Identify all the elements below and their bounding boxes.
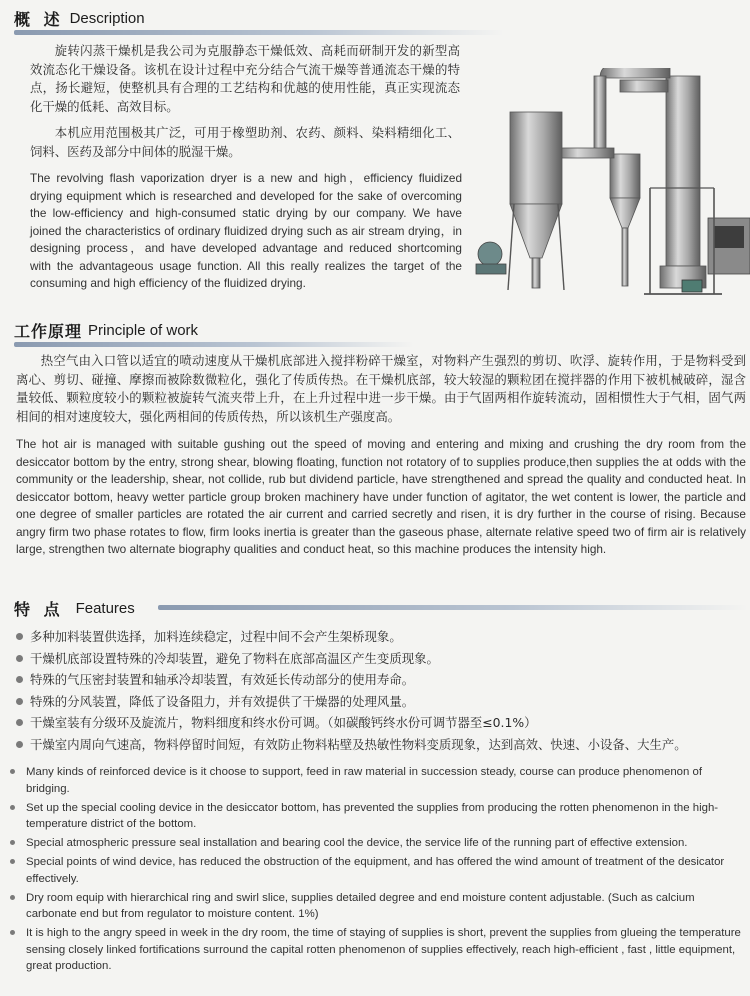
bullet-icon <box>16 741 23 748</box>
bullet-icon <box>10 930 15 935</box>
features-heading <box>14 596 135 620</box>
principle-title-en: Principle of work <box>88 321 199 339</box>
bullet-icon <box>10 895 15 900</box>
feature-zh-item: 特殊的分风装置，降低了设备阻力，并有效提供了干燥器的处理风量。 <box>14 691 746 713</box>
feature-zh-item: 干燥室内周向气速高，物料停留时间短，有效防止物料粘壁及热敏性物料变质现象，达到高效、快速、小设备、大生产。 <box>14 734 746 756</box>
bullet-icon <box>10 769 15 774</box>
bullet-icon <box>16 633 23 640</box>
feature-en-item: Set up the special cooling device in the desiccator bottom, has prevented the supplies from producing the rotten phenomenon in the high-temperature district of the bottom. <box>10 800 742 833</box>
feature-zh-item: 多种加料装置供选择，加料连续稳定，过程中间不会产生架桥现象。 <box>14 626 746 648</box>
principle-title-zh: 工作原理 <box>14 321 83 341</box>
description-en-paragraph: The revolving flash vaporization dryer is a new and high，efficiency fluidized drying equipment which is researched and developed for the sake of overcoming the low-efficiency and high-consumed static drying by our company. We have joined the characteristics of ordinary fluidized drying such as air stream drying，in designing process，and have developed advantage and reduced shortcoming with the advantageous usage function. All this really realizes the target of the consuming and high efficiency of the fluidized drying. <box>30 171 462 290</box>
principle-heading <box>14 318 198 342</box>
feature-en-item: Many kinds of reinforced device is it choose to support, feed in raw material in succession steady, course can produce phenomenon of bridging. <box>10 764 742 797</box>
features-divider <box>158 605 748 610</box>
bullet-icon <box>10 805 15 810</box>
bullet-icon <box>16 655 23 662</box>
feature-zh-item: 干燥室装有分级环及旋流片，物料细度和终水份可调。（如碳酸钙终水份可调节器至≤0.1%） <box>14 712 746 734</box>
description-zh-paragraph-1: 旋转闪蒸干燥机是我公司为克服静态干燥低效、高耗而研制开发的新型高效流态化干燥设备。该机在设计过程中充分结合气流干燥等普通流态干燥的特点，扬长避短，使整机具有合理的工艺结构和优越的使用性能，真正实现流态化干燥的低耗、高效目标。 <box>30 43 460 114</box>
bullet-icon <box>16 719 23 726</box>
principle-divider <box>14 342 414 347</box>
principle-zh-paragraph: 热空气由入口管以适宜的喷动速度从干燥机底部进入搅拌粉碎干燥室，对物料产生强烈的剪切、吹浮、旋转作用，于是物料受到离心、剪切、碰撞、摩擦而被除数微粒化，强化了传质传热。在干燥机底部，较大较湿的颗粒团在搅拌器的作用下被机械破碎，湿含量较低、颗粒度较小的颗粒被旋转气流夹带上升，在上升过程中进一步干燥。由于气固两相作旋转流动，固相惯性大于气相，固气两相间的相对速度较大，强化两相间的传质传热，所以该机生产强度高。 <box>16 353 746 424</box>
features-title-zh: 特 点 <box>14 599 64 619</box>
feature-zh-item: 干燥机底部设置特殊的冷却装置，避免了物料在底部高温区产生变质现象。 <box>14 648 746 670</box>
principle-en-paragraph: The hot air is managed with suitable gushing out the speed of moving and entering and mixing and crushing the dry room from the desiccator bottom by the entry, strong shear, blowing floating, function not rotatory of to supplies produce,then supplies the at odds with the community or the leadership, shear, not collide, rub but dividend particle, have strengthened and spread the quality and conducted heat. In desiccator bottom, heavy wetter particle group broken machinery have under function of agitator, the wet content is lower, the particle and one degree of smaller particles are rotated the air current and carried secretly and risen, it is dry further in the course of rising. Because angry firm two phase rotates to flow, firm looks inertia is greater than the gaseous phase, alternate relative speed two of firm air is relatively large, strengthen two alternate biography qualities and conduct heat, so this machine produces the intensity high. <box>16 437 746 556</box>
bullet-icon <box>16 676 23 683</box>
features-en-list <box>10 764 742 978</box>
bullet-icon <box>10 840 15 845</box>
description-title-en: Description <box>69 9 145 27</box>
description-title-zh: 概 述 <box>14 9 64 29</box>
feature-zh-item: 特殊的气压密封装置和轴承冷却装置，有效延长传动部分的使用寿命。 <box>14 669 746 691</box>
feature-en-item: Special atmospheric pressure seal installation and bearing cool the device, the service life of the running part of effective extension. <box>10 835 742 852</box>
features-zh-list <box>14 626 746 756</box>
feature-en-item: Special points of wind device, has reduced the obstruction of the equipment, and has offered the wind amount of treatment of the desicator effectively. <box>10 854 742 887</box>
feature-en-item: Dry room equip with hierarchical ring and swirl slice, supplies detailed degree and end moisture content adjustable. (Such as calcium carbonate end but from regulator to moisture content. 1%) <box>10 890 742 923</box>
description-heading <box>14 6 145 30</box>
bullet-icon <box>10 859 15 864</box>
description-zh-paragraph-2: 本机应用范围极其广泛，可用于橡塑助剂、农药、颜料、染料精细化工、饲料、医药及部分中间体的脱湿干燥。 <box>30 125 460 159</box>
flash-dryer-illustration <box>470 68 750 318</box>
feature-en-item: It is high to the angry speed in week in the dry room, the time of staying of supplies is short, prevent the supplies from glueing the temperature sensing closely linked fortifications surround the capital rotten phenomenon of supplies effectively, reach high-efficient , fast , little equipment, great production. <box>10 925 742 975</box>
bullet-icon <box>16 698 23 705</box>
description-divider <box>14 30 504 35</box>
features-title-en: Features <box>75 599 135 617</box>
